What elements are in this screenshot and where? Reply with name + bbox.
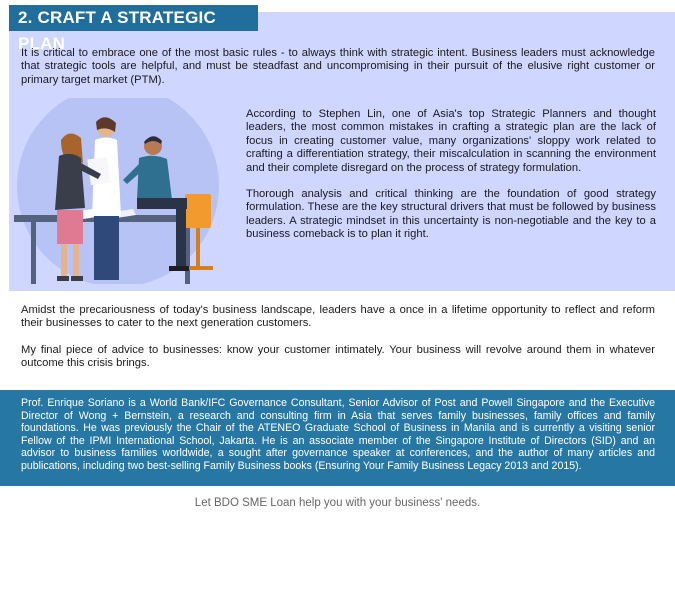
cta-text: Let BDO SME Loan help you with your business' needs. (194, 497, 481, 509)
author-bio-text: Prof. Enrique Soriano is a World Bank/IFC Governance Consultant, Senior Advisor of Post and Powell Singapore and the Executive Director of Wong + Bernstein, a research and consulting firm in Asia that serves family businesses, family offices and family foundations. He was previously the Chair of the ATENEO Graduate School of Business in Manila and is currently a visiting senior Fellow of the IPMI International School, Jakarta. He is an associate member of the Singapore Institute of Directors (SID) and an advisor to business families worldwide, a sought after governance speaker at conferences, and the author of many articles and publications, including two best-selling Family Business books (Ensuring Your Family Business Legacy 2013 and 2015). (21, 397, 655, 472)
section-title: 2. CRAFT A STRATEGIC PLAN (9, 5, 258, 31)
paragraph-analysis: Thorough analysis and critical thinking are the foundation of good strategy formulation. These are the key structural drivers that must be followed by business leaders. A strategic mindset in this uncertainty is non-negotiable and the key to a business comeback is to plan it right. (246, 188, 656, 241)
closing-section (21, 304, 655, 371)
author-bio-box (0, 390, 675, 486)
paragraph-stephen-lin: According to Stephen Lin, one of Asia's top Strategic Planners and thought leaders, the most common mistakes in crafting a strategic plan are the lack of focus in creating customer value, many organizations' sloppy work related to crafting a differentiation strategy, their miscalculation in scanning the environment and their complete disregard on the process of strategy formulation. (246, 108, 656, 174)
paragraph-precariousness: Amidst the precariousness of today's business landscape, leaders have a once in a lifetime opportunity to reflect and reform their businesses to cater to the next generation customers. (21, 304, 655, 330)
chair (185, 194, 211, 228)
intro-paragraph: It is critical to embrace one of the most basic rules - to always think with strategic intent. Business leaders must acknowledge that strategic tools are helpful, and must be steadfast and uncompromising in their pursuit of the elusive right customer or primary target market (PTM). (21, 47, 655, 86)
team-meeting-illustration (9, 98, 241, 284)
paragraph-final-advice: My final piece of advice to businesses: know your customer intimately. Your business will revolve around them in whatever outcome this crisis brings. (21, 343, 655, 370)
right-column (246, 108, 656, 242)
